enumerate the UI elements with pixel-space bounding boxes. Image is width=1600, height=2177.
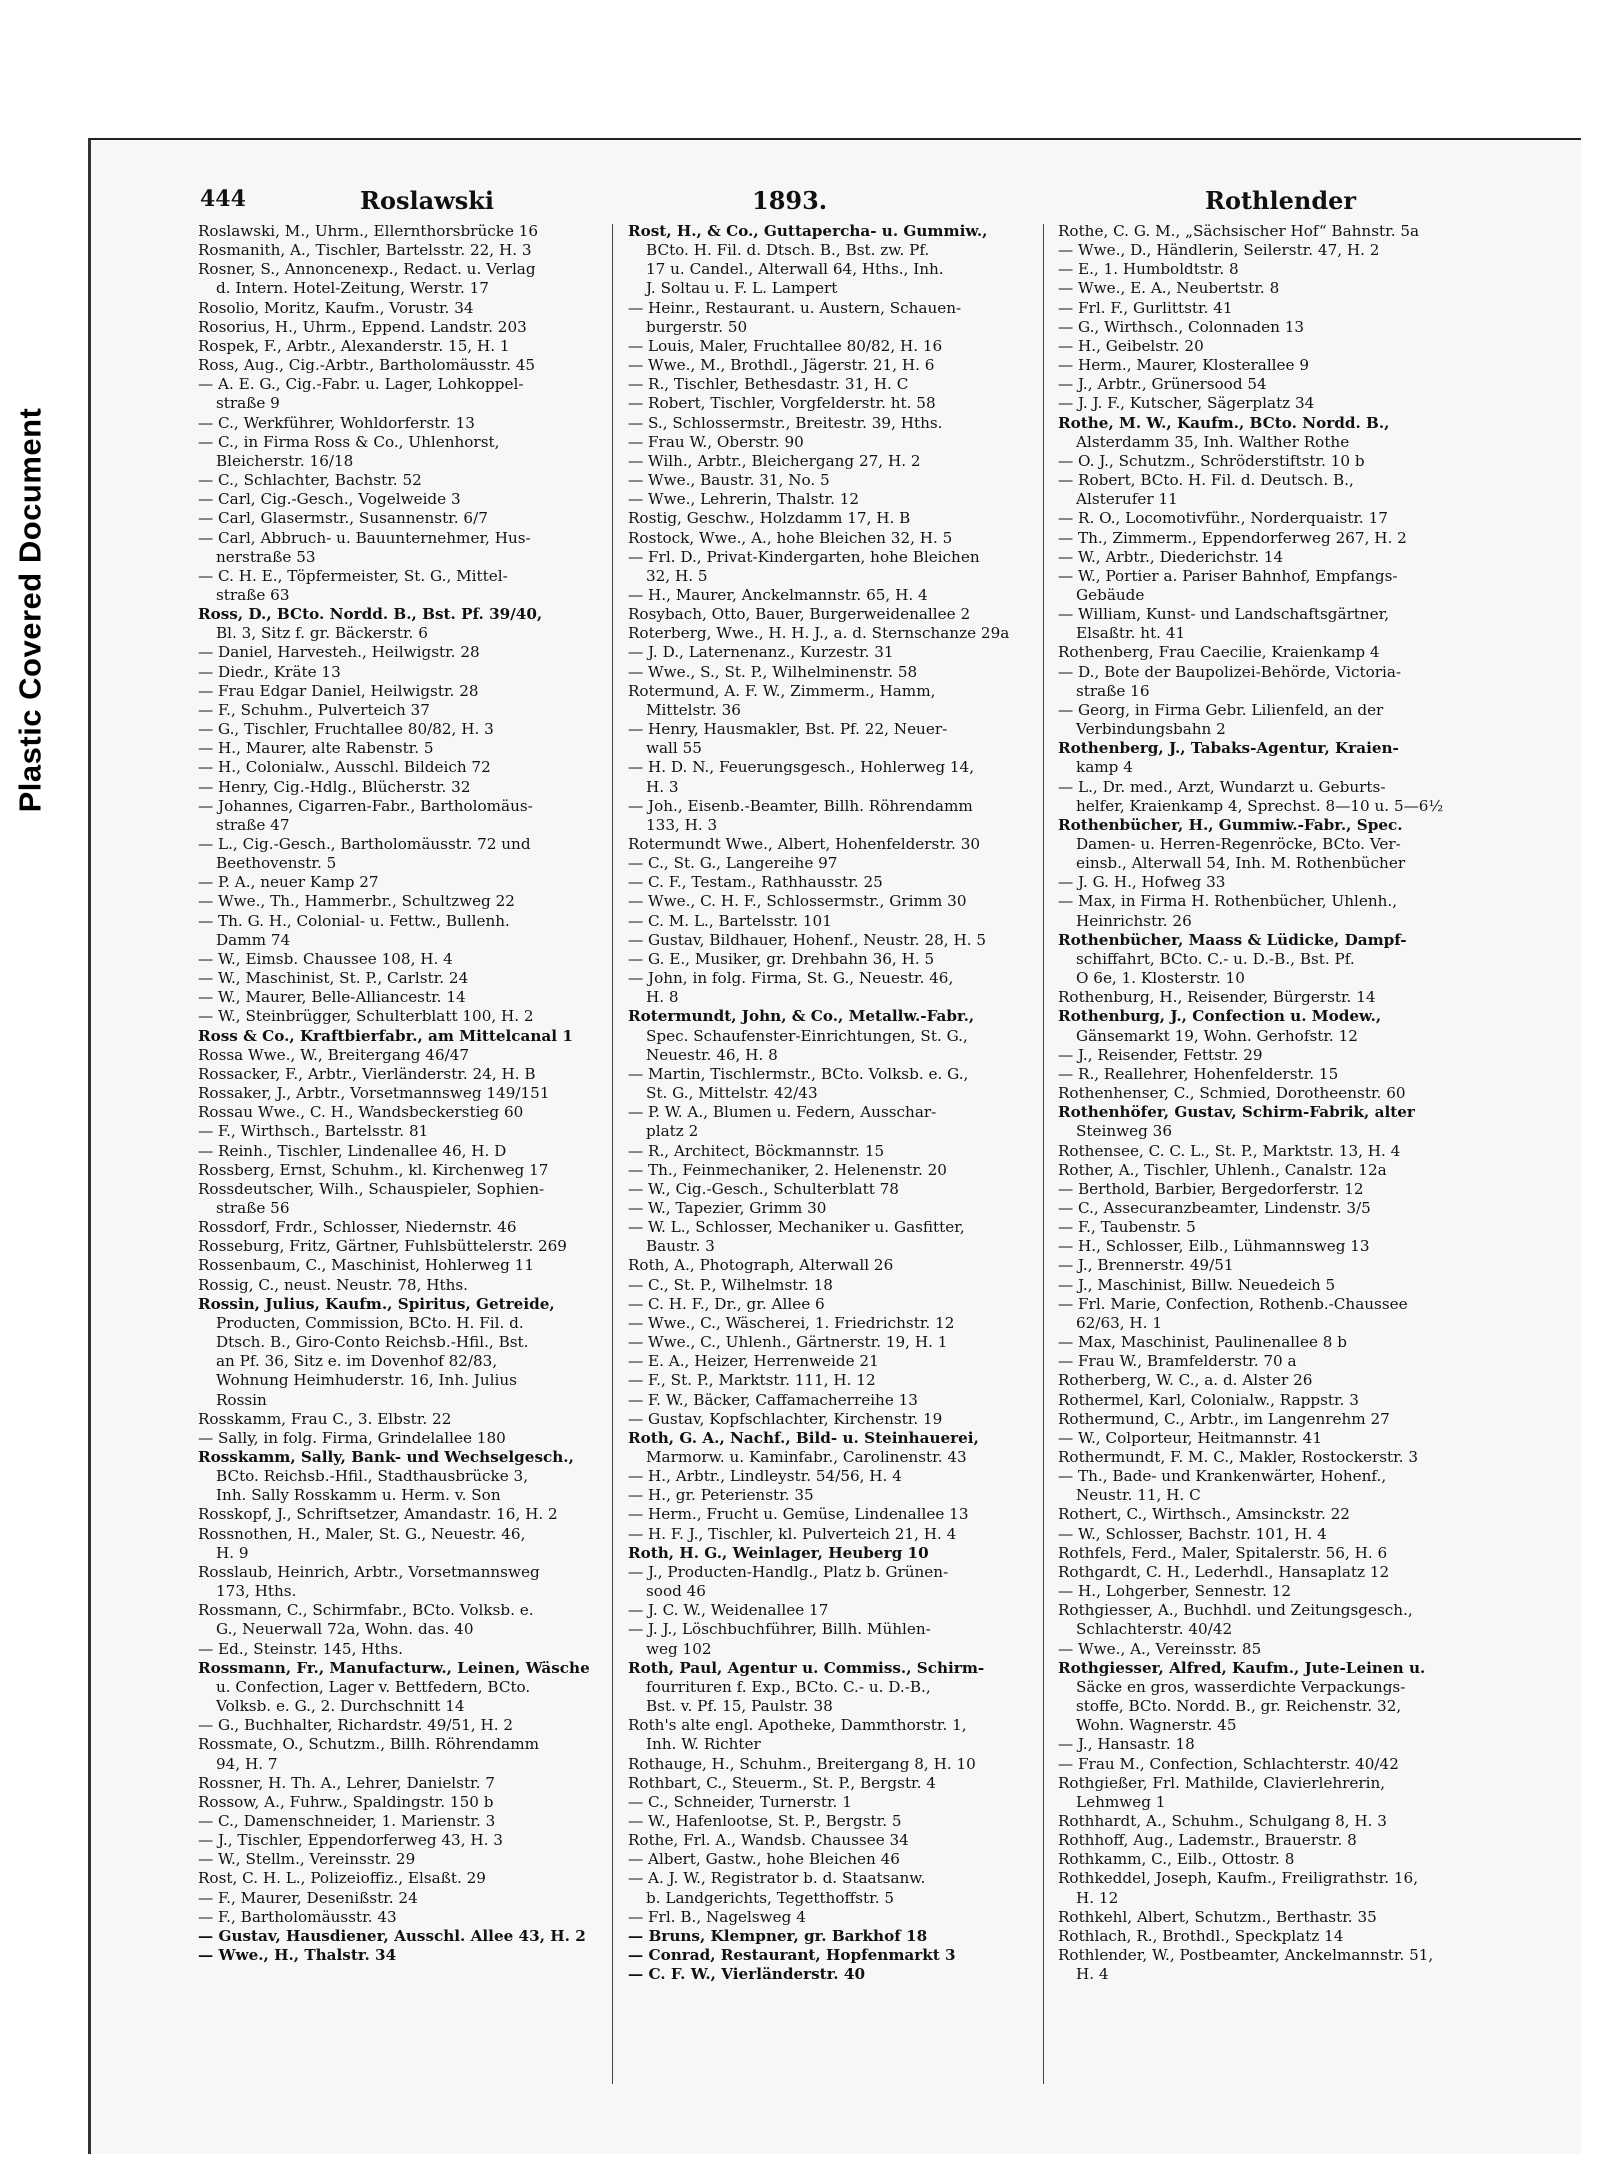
directory-line: — C., Damenschneider, 1. Marienstr. 3: [198, 1811, 496, 1830]
directory-line: — Frau M., Confection, Schlachterstr. 40/42: [1058, 1754, 1399, 1773]
directory-line: Roslawski, M., Uhrm., Ellernthorsbrücke 16: [198, 222, 539, 240]
left-catchword: Roslawski: [360, 186, 495, 215]
directory-line: Neustr. 11, H. C: [1076, 1486, 1201, 1505]
directory-line: d. Intern. Hotel-Zeitung, Werstr. 17: [216, 279, 489, 298]
directory-line: — R., Reallehrer, Hohenfelderstr. 15: [1058, 1064, 1339, 1083]
directory-line: — Wwe., H., Thalstr. 34: [198, 1946, 397, 1965]
directory-line: Rossmate, O., Schutzm., Billh. Röhrendamm: [198, 1735, 540, 1754]
directory-line: Rothenbücher, Maass & Lüdicke, Dampf-: [1058, 930, 1407, 949]
directory-line: kamp 4: [1076, 758, 1133, 777]
directory-line: — W., Hafenlootse, St. P., Bergstr. 5: [628, 1811, 902, 1830]
directory-line: O 6e, 1. Klosterstr. 10: [1076, 969, 1245, 988]
directory-line: — Frau W., Bramfelderstr. 70 a: [1058, 1352, 1297, 1371]
directory-line: b. Landgerichts, Tegetthoffstr. 5: [646, 1888, 895, 1907]
directory-line: Rossnothen, H., Maler, St. G., Neuestr. 46,: [198, 1524, 526, 1543]
directory-line: Rothkamm, C., Eilb., Ottostr. 8: [1058, 1850, 1295, 1869]
directory-line: — Wwe., M., Brothdl., Jägerstr. 21, H. 6: [628, 356, 935, 375]
directory-line: Rothermundt, F. M. C., Makler, Rostockerstr. 3: [1058, 1448, 1419, 1466]
directory-line: Rothenhöfer, Gustav, Schirm-Fabrik, alter: [1058, 1103, 1415, 1122]
directory-line: Rothenbücher, H., Gummiw.-Fabr., Spec.: [1058, 815, 1403, 834]
directory-line: Rostock, Wwe., A., hohe Bleichen 32, H. 5: [628, 528, 953, 547]
directory-line: stoffe, BCto. Nordd. B., gr. Reichenstr. 32,: [1076, 1697, 1402, 1716]
directory-line: Rothenburg, J., Confection u. Modew.,: [1058, 1007, 1382, 1026]
directory-line: Wohnung Heimhuderstr. 16, Inh. Julius: [216, 1371, 517, 1390]
directory-line: — Wwe., C., Wäscherei, 1. Friedrichstr. 12: [628, 1313, 955, 1332]
directory-line: — Wwe., Lehrerin, Thalstr. 12: [628, 490, 860, 509]
directory-line: Rossow, A., Fuhrw., Spaldingstr. 150 b: [198, 1792, 494, 1811]
directory-line: H. 3: [646, 777, 679, 796]
directory-line: J. Soltau u. F. L. Lampert: [646, 279, 838, 298]
directory-line: — F., Schuhm., Pulverteich 37: [198, 700, 430, 719]
directory-line: einsb., Alterwall 54, Inh. M. Rothenbücher: [1076, 854, 1406, 873]
directory-line: Rothenberg, Frau Caecilie, Kraienkamp 4: [1058, 643, 1380, 662]
directory-line: — C. M. L., Bartelsstr. 101: [628, 911, 832, 930]
directory-line: Inh. W. Richter: [646, 1735, 761, 1754]
directory-line: Rossberg, Ernst, Schuhm., kl. Kirchenweg 17: [198, 1160, 549, 1179]
directory-line: Rost, H., & Co., Guttapercha- u. Gummiw.,: [628, 222, 988, 240]
directory-line: Rossin: [216, 1390, 267, 1409]
directory-line: — William, Kunst- und Landschaftsgärtner,: [1058, 605, 1390, 624]
directory-line: — Bruns, Klempner, gr. Barkhof 18: [628, 1926, 928, 1945]
directory-line: wall 55: [646, 739, 702, 758]
directory-line: Gänsemarkt 19, Wohn. Gerhofstr. 12: [1076, 1026, 1358, 1045]
directory-line: Rossner, H. Th. A., Lehrer, Danielstr. 7: [198, 1773, 495, 1792]
directory-line: — Albert, Gastw., hohe Bleichen 46: [628, 1850, 900, 1869]
directory-line: Mittelstr. 36: [646, 700, 741, 719]
page-year: 1893.: [752, 186, 828, 215]
directory-line: Roth, H. G., Weinlager, Heuberg 10: [628, 1543, 929, 1562]
directory-line: burgerstr. 50: [646, 317, 748, 336]
directory-line: — H., Colonialw., Ausschl. Bildeich 72: [198, 758, 491, 777]
directory-line: Rosskamm, Sally, Bank- und Wechselgesch.,: [198, 1448, 574, 1466]
directory-line: — Gustav, Kopfschlachter, Kirchenstr. 19: [628, 1409, 943, 1428]
directory-line: Roth, G. A., Nachf., Bild- u. Steinhauerei,: [628, 1428, 979, 1447]
directory-line: — C., St. P., Wilhelmstr. 18: [628, 1275, 833, 1294]
directory-line: — W., Schlosser, Bachstr. 101, H. 4: [1058, 1524, 1327, 1543]
directory-line: Rossenbaum, C., Maschinist, Hohlerweg 11: [198, 1256, 534, 1275]
directory-line: — J. D., Laternenanz., Kurzestr. 31: [628, 643, 894, 662]
directory-line: — F., Wirthsch., Bartelsstr. 81: [198, 1122, 429, 1141]
directory-line: — J., Reisender, Fettstr. 29: [1058, 1045, 1263, 1064]
directory-line: Roth, A., Photograph, Alterwall 26: [628, 1256, 894, 1275]
column-divider: [1043, 224, 1044, 2084]
directory-line: — J., Maschinist, Billw. Neuedeich 5: [1058, 1275, 1336, 1294]
directory-line: — D., Bote der Baupolizei-Behörde, Victoria-: [1058, 662, 1402, 681]
directory-line: Rosskopf, J., Schriftsetzer, Amandastr. 16, H. 2: [198, 1505, 558, 1524]
directory-line: Inh. Sally Rosskamm u. Herm. v. Son: [216, 1486, 501, 1505]
directory-line: — C. H. E., Töpfermeister, St. G., Mittel-: [198, 566, 508, 585]
directory-line: — Max, in Firma H. Rothenbücher, Uhlenh.,: [1058, 892, 1398, 911]
directory-line: Alsterufer 11: [1076, 490, 1178, 509]
page-header: [110, 182, 1357, 220]
directory-line: Rothe, M. W., Kaufm., BCto. Nordd. B.,: [1058, 413, 1390, 432]
directory-line: — E., 1. Humboldtstr. 8: [1058, 260, 1239, 279]
directory-line: an Pf. 36, Sitz e. im Dovenhof 82/83,: [216, 1352, 498, 1371]
directory-line: — A. E. G., Cig.-Fabr. u. Lager, Lohkoppel-: [198, 375, 524, 394]
directory-line: — W., Arbtr., Diederichstr. 14: [1058, 547, 1284, 566]
directory-line: — Daniel, Harvesteh., Heilwigstr. 28: [198, 643, 480, 662]
directory-line: Dtsch. B., Giro-Conto Reichsb.-Hfil., Bst.: [216, 1333, 529, 1352]
directory-line: Wohn. Wagnerstr. 45: [1076, 1716, 1237, 1735]
directory-line: G., Neuerwall 72a, Wohn. das. 40: [216, 1620, 474, 1639]
directory-line: Rothfels, Ferd., Maler, Spitalerstr. 56, H. 6: [1058, 1543, 1388, 1562]
directory-line: Rosseburg, Fritz, Gärtner, Fuhlsbüttelerstr. 269: [198, 1237, 567, 1256]
directory-line: — W., Tapezier, Grimm 30: [628, 1198, 827, 1217]
directory-line: — Herm., Maurer, Klosterallee 9: [1058, 356, 1310, 375]
directory-line: Rotermundt, John, & Co., Metallw.-Fabr.,: [628, 1007, 975, 1026]
directory-line: Verbindungsbahn 2: [1076, 720, 1226, 739]
directory-line: Damen- u. Herren-Regenröcke, BCto. Ver-: [1076, 835, 1401, 853]
directory-line: — F., Taubenstr. 5: [1058, 1218, 1196, 1237]
directory-line: Rosorius, H., Uhrm., Eppend. Landstr. 203: [198, 317, 527, 336]
directory-line: — H., Geibelstr. 20: [1058, 336, 1204, 355]
directory-line: Spec. Schaufenster-Einrichtungen, St. G.,: [646, 1026, 968, 1045]
directory-line: — P. A., neuer Kamp 27: [198, 873, 379, 892]
directory-line: Rothgiesser, Alfred, Kaufm., Jute-Leinen u.: [1058, 1658, 1426, 1677]
directory-line: — Frl. D., Privat-Kindergarten, hohe Bleichen: [628, 547, 980, 566]
directory-line: Bleicherstr. 16/18: [216, 451, 354, 470]
directory-line: Schlachterstr. 40/42: [1076, 1620, 1233, 1639]
directory-line: Rother, A., Tischler, Uhlenh., Canalstr. 12a: [1058, 1160, 1387, 1179]
directory-line: Rospek, F., Arbtr., Alexanderstr. 15, H. 1: [198, 336, 510, 355]
directory-line: — L., Dr. med., Arzt, Wundarzt u. Geburts-: [1058, 777, 1386, 796]
directory-line: — G., Tischler, Fruchtallee 80/82, H. 3: [198, 720, 494, 739]
directory-line: — Gustav, Bildhauer, Hohenf., Neustr. 28, H. 5: [628, 930, 987, 949]
right-catchword: Rothlender: [1205, 186, 1357, 215]
directory-line: — John, in folg. Firma, St. G., Neuestr. 46,: [628, 969, 954, 988]
directory-line: Rothgardt, C. H., Lederhdl., Hansaplatz 12: [1058, 1562, 1390, 1581]
directory-line: straße 16: [1076, 681, 1150, 700]
directory-line: Roth, Paul, Agentur u. Commiss., Schirm-: [628, 1658, 985, 1677]
directory-line: Rosmanith, A., Tischler, Bartelsstr. 22, H. 3: [198, 241, 532, 260]
directory-line: — Th., Bade- und Krankenwärter, Hohenf.,: [1058, 1467, 1387, 1486]
directory-line: — H., Maurer, Anckelmannstr. 65, H. 4: [628, 585, 928, 604]
directory-line: — Wwe., C. H. F., Schlossermstr., Grimm 30: [628, 892, 967, 911]
directory-line: — H., Arbtr., Lindleystr. 54/56, H. 4: [628, 1467, 902, 1486]
directory-line: — Carl, Abbruch- u. Bauunternehmer, Hus-: [198, 528, 531, 547]
directory-line: — J., Hansastr. 18: [1058, 1735, 1195, 1754]
directory-line: — W. L., Schlosser, Mechaniker u. Gasfitter,: [628, 1218, 965, 1237]
directory-line: nerstraße 53: [216, 547, 316, 566]
directory-line: Marmorw. u. Kaminfabr., Carolinenstr. 43: [646, 1448, 967, 1466]
directory-line: — J., Brennerstr. 49/51: [1058, 1256, 1234, 1275]
directory-line: — Robert, Tischler, Vorgfelderstr. ht. 58: [628, 394, 936, 413]
directory-line: — Frl. Marie, Confection, Rothenb.-Chaussee: [1058, 1294, 1408, 1313]
directory-line: — E. A., Heizer, Herrenweide 21: [628, 1352, 879, 1371]
directory-line: — C. H. F., Dr., gr. Allee 6: [628, 1294, 825, 1313]
directory-line: Rossdeutscher, Wilh., Schauspieler, Sophien-: [198, 1179, 545, 1198]
directory-line: — C., Assecuranzbeamter, Lindenstr. 3/5: [1058, 1198, 1371, 1217]
directory-line: u. Confection, Lager v. Bettfedern, BCto.: [216, 1677, 531, 1696]
directory-line: schiffahrt, BCto. C.- u. D.-B., Bst. Pf.: [1076, 949, 1355, 968]
directory-line: — J. G. H., Hofweg 33: [1058, 873, 1226, 892]
directory-line: — Johannes, Cigarren-Fabr., Bartholomäus-: [198, 796, 533, 815]
directory-line: — H. D. N., Feuerungsgesch., Hohlerweg 14,: [628, 758, 975, 777]
directory-line: Rothbart, C., Steuerm., St. P., Bergstr. 4: [628, 1773, 936, 1792]
directory-line: Rothermel, Karl, Colonialw., Rappstr. 3: [1058, 1390, 1359, 1409]
directory-line: Rostig, Geschw., Holzdamm 17, H. B: [628, 509, 911, 528]
directory-line: Rothenberg, J., Tabaks-Agentur, Kraien-: [1058, 739, 1399, 758]
directory-line: — Gustav, Hausdiener, Ausschl. Allee 43, H. 2: [198, 1926, 586, 1945]
directory-line: — F., St. P., Marktstr. 111, H. 12: [628, 1371, 876, 1390]
directory-line: Rothe, Frl. A., Wandsb. Chaussee 34: [628, 1831, 909, 1850]
directory-line: — Wwe., S., St. P., Wilhelminenstr. 58: [628, 662, 918, 681]
page-number: 444: [200, 186, 246, 212]
directory-line: Lehmweg 1: [1076, 1792, 1166, 1811]
directory-line: Rosskamm, Frau C., 3. Elbstr. 22: [198, 1409, 452, 1428]
directory-line: — H., Schlosser, Eilb., Lühmannsweg 13: [1058, 1237, 1370, 1256]
directory-line: Rothhoff, Aug., Lademstr., Brauerstr. 8: [1058, 1831, 1357, 1850]
directory-line: straße 9: [216, 394, 280, 413]
directory-line: — Th., Zimmerm., Eppendorferweg 267, H. 2: [1058, 528, 1407, 547]
directory-line: — H., gr. Peterienstr. 35: [628, 1486, 814, 1505]
directory-line: Rossa Wwe., W., Breitergang 46/47: [198, 1045, 470, 1064]
directory-line: — Frau Edgar Daniel, Heilwigstr. 28: [198, 681, 479, 700]
directory-line: platz 2: [646, 1122, 699, 1141]
directory-line: — Ed., Steinstr. 145, Hths.: [198, 1639, 403, 1658]
directory-line: — Reinh., Tischler, Lindenallee 46, H. D: [198, 1141, 507, 1160]
directory-line: Rosolio, Moritz, Kaufm., Vorustr. 34: [198, 298, 474, 317]
directory-line: Elsaßtr. ht. 41: [1076, 624, 1186, 643]
directory-line: Ross, D., BCto. Nordd. B., Bst. Pf. 39/40,: [198, 605, 543, 624]
directory-line: H. 8: [646, 988, 679, 1007]
directory-line: Rossmann, C., Schirmfabr., BCto. Volksb. e.: [198, 1601, 534, 1620]
directory-line: Rothauge, H., Schuhm., Breitergang 8, H. 10: [628, 1754, 976, 1773]
directory-line: Baustr. 3: [646, 1237, 715, 1256]
directory-line: Rotermundt Wwe., Albert, Hohenfelderstr. 30: [628, 835, 981, 853]
directory-line: Rosybach, Otto, Bauer, Burgerweidenallee 2: [628, 605, 971, 624]
directory-line: 173, Hths.: [216, 1582, 297, 1601]
directory-line: — Max, Maschinist, Paulinenallee 8 b: [1058, 1333, 1347, 1352]
directory-line: Gebäude: [1076, 585, 1145, 604]
side-label: [0, 330, 60, 890]
directory-line: — W., Maurer, Belle-Alliancestr. 14: [198, 988, 466, 1007]
directory-line: — Wwe., A., Vereinsstr. 85: [1058, 1639, 1262, 1658]
directory-line: fourrituren f. Exp., BCto. C.- u. D.-B.,: [646, 1677, 931, 1696]
directory-column-left: [198, 222, 598, 2102]
directory-line: Rothhardt, A., Schuhm., Schulgang 8, H. 3: [1058, 1811, 1387, 1830]
directory-line: — P. W. A., Blumen u. Federn, Ausschar-: [628, 1103, 937, 1122]
directory-line: — G., Wirthsch., Colonnaden 13: [1058, 317, 1305, 336]
directory-line: — J. C. W., Weidenallee 17: [628, 1601, 829, 1620]
directory-line: Rothgiesser, A., Buchhdl. und Zeitungsgesch.,: [1058, 1601, 1413, 1620]
directory-line: BCto. H. Fil. d. Dtsch. B., Bst. zw. Pf.: [646, 241, 930, 260]
directory-line: BCto. Reichsb.-Hfil., Stadthausbrücke 3,: [216, 1467, 529, 1486]
directory-line: — Carl, Cig.-Gesch., Vogelweide 3: [198, 490, 461, 509]
directory-line: Rothenburg, H., Reisender, Bürgerstr. 14: [1058, 988, 1376, 1007]
directory-line: — G., Buchhalter, Richardstr. 49/51, H. 2: [198, 1716, 514, 1735]
directory-line: — Frl. F., Gurlittstr. 41: [1058, 298, 1233, 317]
directory-line: — G. E., Musiker, gr. Drehbahn 36, H. 5: [628, 949, 935, 968]
directory-line: — O. J., Schutzm., Schröderstiftstr. 10 b: [1058, 451, 1365, 470]
directory-line: — C., St. G., Langereihe 97: [628, 854, 838, 873]
directory-line: — J., Producten-Handlg., Platz b. Grünen-: [628, 1562, 949, 1581]
directory-line: — F., Bartholomäusstr. 43: [198, 1907, 397, 1926]
directory-line: — J., Arbtr., Grünersood 54: [1058, 375, 1267, 394]
directory-line: 62/63, H. 1: [1076, 1313, 1162, 1332]
directory-line: — R., Architect, Böckmannstr. 15: [628, 1141, 885, 1160]
directory-line: — Joh., Eisenb.-Beamter, Billh. Röhrendamm: [628, 796, 973, 815]
directory-line: Rosner, S., Annoncenexp., Redact. u. Verlag: [198, 260, 536, 279]
directory-line: Ross & Co., Kraftbierfabr., am Mittelcanal 1: [198, 1026, 573, 1045]
directory-line: 32, H. 5: [646, 566, 708, 585]
directory-line: straße 47: [216, 815, 290, 834]
directory-line: Rossau Wwe., C. H., Wandsbeckerstieg 60: [198, 1103, 524, 1122]
directory-line: — Wilh., Arbtr., Bleichergang 27, H. 2: [628, 451, 921, 470]
directory-line: Neuestr. 46, H. 8: [646, 1045, 778, 1064]
directory-line: — Robert, BCto. H. Fil. d. Deutsch. B.,: [1058, 471, 1354, 490]
directory-line: — Frl. B., Nagelsweg 4: [628, 1907, 806, 1926]
directory-line: Bl. 3, Sitz f. gr. Bäckerstr. 6: [216, 624, 428, 643]
directory-line: Producten, Commission, BCto. H. Fil. d.: [216, 1313, 524, 1332]
directory-line: — Berthold, Barbier, Bergedorferstr. 12: [1058, 1179, 1364, 1198]
directory-line: sood 46: [646, 1582, 706, 1601]
directory-line: — Wwe., D., Händlerin, Seilerstr. 47, H. 2: [1058, 241, 1380, 260]
directory-line: Rothensee, C. C. L., St. P., Marktstr. 13, H. 4: [1058, 1141, 1401, 1160]
directory-line: straße 56: [216, 1198, 290, 1217]
directory-line: Säcke en gros, wasserdichte Verpackungs-: [1076, 1677, 1406, 1696]
directory-line: Rotherberg, W. C., a. d. Alster 26: [1058, 1371, 1313, 1390]
directory-line: — Sally, in folg. Firma, Grindelallee 180: [198, 1428, 506, 1447]
directory-line: Ross, Aug., Cig.-Arbtr., Bartholomäusstr. 45: [198, 356, 536, 375]
directory-line: Damm 74: [216, 930, 291, 949]
directory-line: Heinrichstr. 26: [1076, 911, 1192, 930]
directory-line: — Herm., Frucht u. Gemüse, Lindenallee 13: [628, 1505, 969, 1524]
directory-line: Volksb. e. G., 2. Durchschnitt 14: [216, 1697, 465, 1716]
directory-line: Rossig, C., neust. Neustr. 78, Hths.: [198, 1275, 468, 1294]
directory-line: Beethovenstr. 5: [216, 854, 337, 873]
directory-line: — A. J. W., Registrator b. d. Staatsanw.: [628, 1869, 926, 1888]
directory-line: H. 12: [1076, 1888, 1119, 1907]
directory-line: Rossaker, J., Arbtr., Vorsetmannsweg 149/151: [198, 1084, 550, 1103]
directory-line: — Georg, in Firma Gebr. Lilienfeld, an der: [1058, 700, 1384, 719]
directory-line: — S., Schlossermstr., Breitestr. 39, Hths.: [628, 413, 943, 432]
directory-line: Rossdorf, Frdr., Schlosser, Niedernstr. 46: [198, 1218, 517, 1237]
directory-line: Roterberg, Wwe., H. H. J., a. d. Sternschanze 29a: [628, 624, 1010, 643]
directory-line: — Wwe., Baustr. 31, No. 5: [628, 471, 830, 490]
directory-line: — Wwe., C., Uhlenh., Gärtnerstr. 19, H. 1: [628, 1333, 948, 1352]
directory-line: — J. J., Löschbuchführer, Billh. Mühlen-: [628, 1620, 931, 1639]
directory-line: weg 102: [646, 1639, 712, 1658]
directory-line: Rost, C. H. L., Polizeioffiz., Elsaßt. 29: [198, 1869, 486, 1888]
directory-line: helfer, Kraienkamp 4, Sprechst. 8—10 u. 5—6½: [1076, 796, 1444, 815]
directory-line: Rothert, C., Wirthsch., Amsinckstr. 22: [1058, 1505, 1350, 1524]
directory-line: Rothenhenser, C., Schmied, Dorotheenstr. 60: [1058, 1084, 1406, 1103]
directory-line: — Henry, Hausmakler, Bst. Pf. 22, Neuer-: [628, 720, 948, 739]
directory-line: — C., in Firma Ross & Co., Uhlenhorst,: [198, 432, 500, 451]
directory-line: — F., Maurer, Desenißstr. 24: [198, 1888, 418, 1907]
directory-line: — Henry, Cig.-Hdlg., Blücherstr. 32: [198, 777, 471, 796]
directory-line: — W., Eimsb. Chaussee 108, H. 4: [198, 949, 453, 968]
directory-line: — H., Lohgerber, Sennestr. 12: [1058, 1582, 1292, 1601]
directory-line: 17 u. Candel., Alterwall 64, Hths., Inh.: [646, 260, 944, 279]
directory-line: Rotermund, A. F. W., Zimmerm., Hamm,: [628, 681, 936, 700]
column-divider: [612, 224, 613, 2084]
directory-line: Rosslaub, Heinrich, Arbtr., Vorsetmannsweg: [198, 1562, 540, 1581]
directory-line: — Frau W., Oberstr. 90: [628, 432, 804, 451]
directory-line: — L., Cig.-Gesch., Bartholomäusstr. 72 und: [198, 835, 531, 853]
directory-line: — H. F. J., Tischler, kl. Pulverteich 21, H. 4: [628, 1524, 957, 1543]
directory-line: Rothkeddel, Joseph, Kaufm., Freiligrathstr. 16,: [1058, 1869, 1419, 1888]
directory-line: — Louis, Maler, Fruchtallee 80/82, H. 16: [628, 336, 943, 355]
directory-line: H. 9: [216, 1543, 249, 1562]
directory-line: — Carl, Glasermstr., Susannenstr. 6/7: [198, 509, 488, 528]
directory-line: 133, H. 3: [646, 815, 718, 834]
directory-line: Rothe, C. G. M., „Sächsischer Hof“ Bahnstr. 5a: [1058, 222, 1420, 240]
directory-line: — C., Schneider, Turnerstr. 1: [628, 1792, 852, 1811]
side-label-text: Plastic Covered Document: [12, 407, 48, 813]
directory-line: — Wwe., E. A., Neubertstr. 8: [1058, 279, 1280, 298]
directory-line: — C., Werkführer, Wohldorferstr. 13: [198, 413, 475, 432]
directory-line: — Th. G. H., Colonial- u. Fettw., Bullenh.: [198, 911, 510, 930]
directory-line: Rothgießer, Frl. Mathilde, Clavierlehrerin,: [1058, 1773, 1386, 1792]
directory-line: — W., Maschinist, St. P., Carlstr. 24: [198, 969, 469, 988]
directory-line: — Conrad, Restaurant, Hopfenmarkt 3: [628, 1946, 956, 1965]
directory-line: Roth's alte engl. Apotheke, Dammthorstr. 1,: [628, 1716, 967, 1735]
directory-line: — W., Steinbrügger, Schulterblatt 100, H. 2: [198, 1007, 534, 1026]
directory-line: — J., Tischler, Eppendorferweg 43, H. 3: [198, 1831, 503, 1850]
directory-line: — C. F., Testam., Rathhausstr. 25: [628, 873, 883, 892]
directory-line: — Diedr., Kräte 13: [198, 662, 341, 681]
directory-line: Rossacker, F., Arbtr., Vierländerstr. 24, H. B: [198, 1064, 536, 1083]
directory-line: Rossmann, Fr., Manufacturw., Leinen, Wäsche: [198, 1658, 590, 1677]
directory-line: — W., Colporteur, Heitmannstr. 41: [1058, 1428, 1322, 1447]
directory-line: Steinweg 36: [1076, 1122, 1172, 1141]
directory-line: — H., Maurer, alte Rabenstr. 5: [198, 739, 434, 758]
directory-line: Bst. v. Pf. 15, Paulstr. 38: [646, 1697, 833, 1716]
directory-line: — R. O., Locomotivführ., Norderquaistr. 17: [1058, 509, 1388, 528]
directory-line: Rothlender, W., Postbeamter, Anckelmannstr. 51,: [1058, 1946, 1434, 1965]
directory-line: — Th., Feinmechaniker, 2. Helenenstr. 20: [628, 1160, 947, 1179]
directory-line: 94, H. 7: [216, 1754, 278, 1773]
directory-line: — Heinr., Restaurant. u. Austern, Schauen-: [628, 298, 962, 317]
directory-line: straße 63: [216, 585, 290, 604]
directory-line: — C., Schlachter, Bachstr. 52: [198, 471, 422, 490]
directory-line: — C. F. W., Vierländerstr. 40: [628, 1965, 866, 1984]
directory-line: Rothermund, C., Arbtr., im Langenrehm 27: [1058, 1409, 1390, 1428]
directory-line: Rossin, Julius, Kaufm., Spiritus, Getreide,: [198, 1294, 555, 1313]
directory-line: Rothlach, R., Brothdl., Speckplatz 14: [1058, 1926, 1344, 1945]
directory-line: — Martin, Tischlermstr., BCto. Volksb. e. G.,: [628, 1064, 969, 1083]
directory-line: — F. W., Bäcker, Caffamacherreihe 13: [628, 1390, 918, 1409]
directory-line: Alsterdamm 35, Inh. Walther Rothe: [1076, 432, 1350, 451]
directory-line: Rothkehl, Albert, Schutzm., Berthastr. 35: [1058, 1907, 1377, 1926]
directory-line: — Wwe., Th., Hammerbr., Schultzweg 22: [198, 892, 515, 911]
directory-line: — W., Cig.-Gesch., Schulterblatt 78: [628, 1179, 899, 1198]
directory-line: St. G., Mittelstr. 42/43: [646, 1084, 818, 1103]
directory-line: — J. J. F., Kutscher, Sägerplatz 34: [1058, 394, 1315, 413]
directory-line: — R., Tischler, Bethesdastr. 31, H. C: [628, 375, 909, 394]
directory-line: H. 4: [1076, 1965, 1109, 1984]
directory-line: — W., Portier a. Pariser Bahnhof, Empfangs-: [1058, 566, 1398, 585]
directory-column-right: [1058, 222, 1458, 2102]
directory-column-middle: [628, 222, 1023, 2102]
directory-line: — W., Stellm., Vereinsstr. 29: [198, 1850, 416, 1869]
